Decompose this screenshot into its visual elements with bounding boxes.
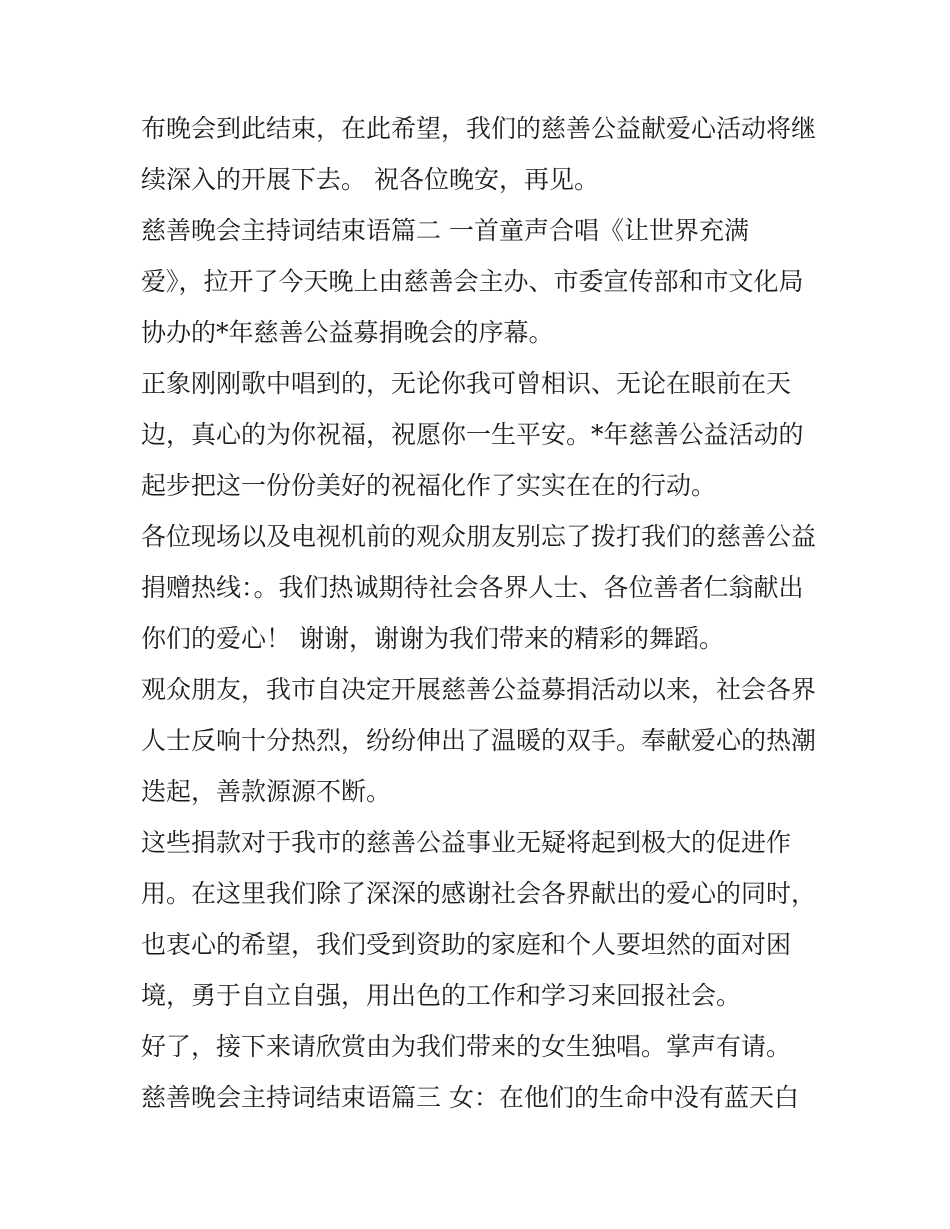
text-line: 各位现场以及电视机前的观众朋友别忘了拨打我们的慈善公益 bbox=[141, 522, 817, 551]
text-line: 捐赠热线：。我们热诚期待社会各界人士、各位善者仁翁献出 bbox=[141, 573, 804, 602]
text-line: 边，真心的为你祝福，祝愿你一生平安。*年慈善公益活动的 bbox=[141, 420, 804, 449]
text-line: 迭起，善款源源不断。 bbox=[141, 777, 392, 806]
text-line: 好了，接下来请欣赏由为我们带来的女生独唱。掌声有请。 bbox=[141, 1032, 792, 1061]
text-line: 续深入的开展下去。 祝各位晚安，再见。 bbox=[141, 165, 599, 194]
text-line: 这些捐款对于我市的慈善公益事业无疑将起到极大的促进作 bbox=[141, 828, 792, 857]
text-line: 境，勇于自立自强，用出色的工作和学习来回报社会。 bbox=[141, 981, 742, 1010]
text-line: 人士反响十分热烈，纷纷伸出了温暖的双手。奉献爱心的热潮 bbox=[141, 726, 817, 755]
text-line: 你们的爱心！ 谢谢，谢谢为我们带来的精彩的舞蹈。 bbox=[141, 624, 724, 653]
text-line: 慈善晚会主持词结束语篇二 一首童声合唱《让世界充满 bbox=[141, 216, 749, 245]
text-line: 协办的*年慈善公益募捐晚会的序幕。 bbox=[141, 318, 554, 347]
text-line: 正象刚刚歌中唱到的，无论你我可曾相识、无论在眼前在天 bbox=[141, 369, 792, 398]
text-line: 也衷心的希望，我们受到资助的家庭和个人要坦然的面对困 bbox=[141, 930, 792, 959]
document-body bbox=[141, 103, 821, 1123]
text-line: 用。在这里我们除了深深的感谢社会各界献出的爱心的同时， bbox=[141, 879, 817, 908]
text-line: 爱》，拉开了今天晚上由慈善会主办、市委宣传部和市文化局 bbox=[141, 267, 804, 296]
text-line: 慈善晚会主持词结束语篇三 女：在他们的生命中没有蓝天白 bbox=[141, 1083, 799, 1112]
text-line: 观众朋友，我市自决定开展慈善公益募捐活动以来，社会各界 bbox=[141, 675, 817, 704]
text-line: 起步把这一份份美好的祝福化作了实实在在的行动。 bbox=[141, 471, 717, 500]
text-line: 布晚会到此结束，在此希望，我们的慈善公益献爱心活动将继 bbox=[141, 114, 817, 143]
